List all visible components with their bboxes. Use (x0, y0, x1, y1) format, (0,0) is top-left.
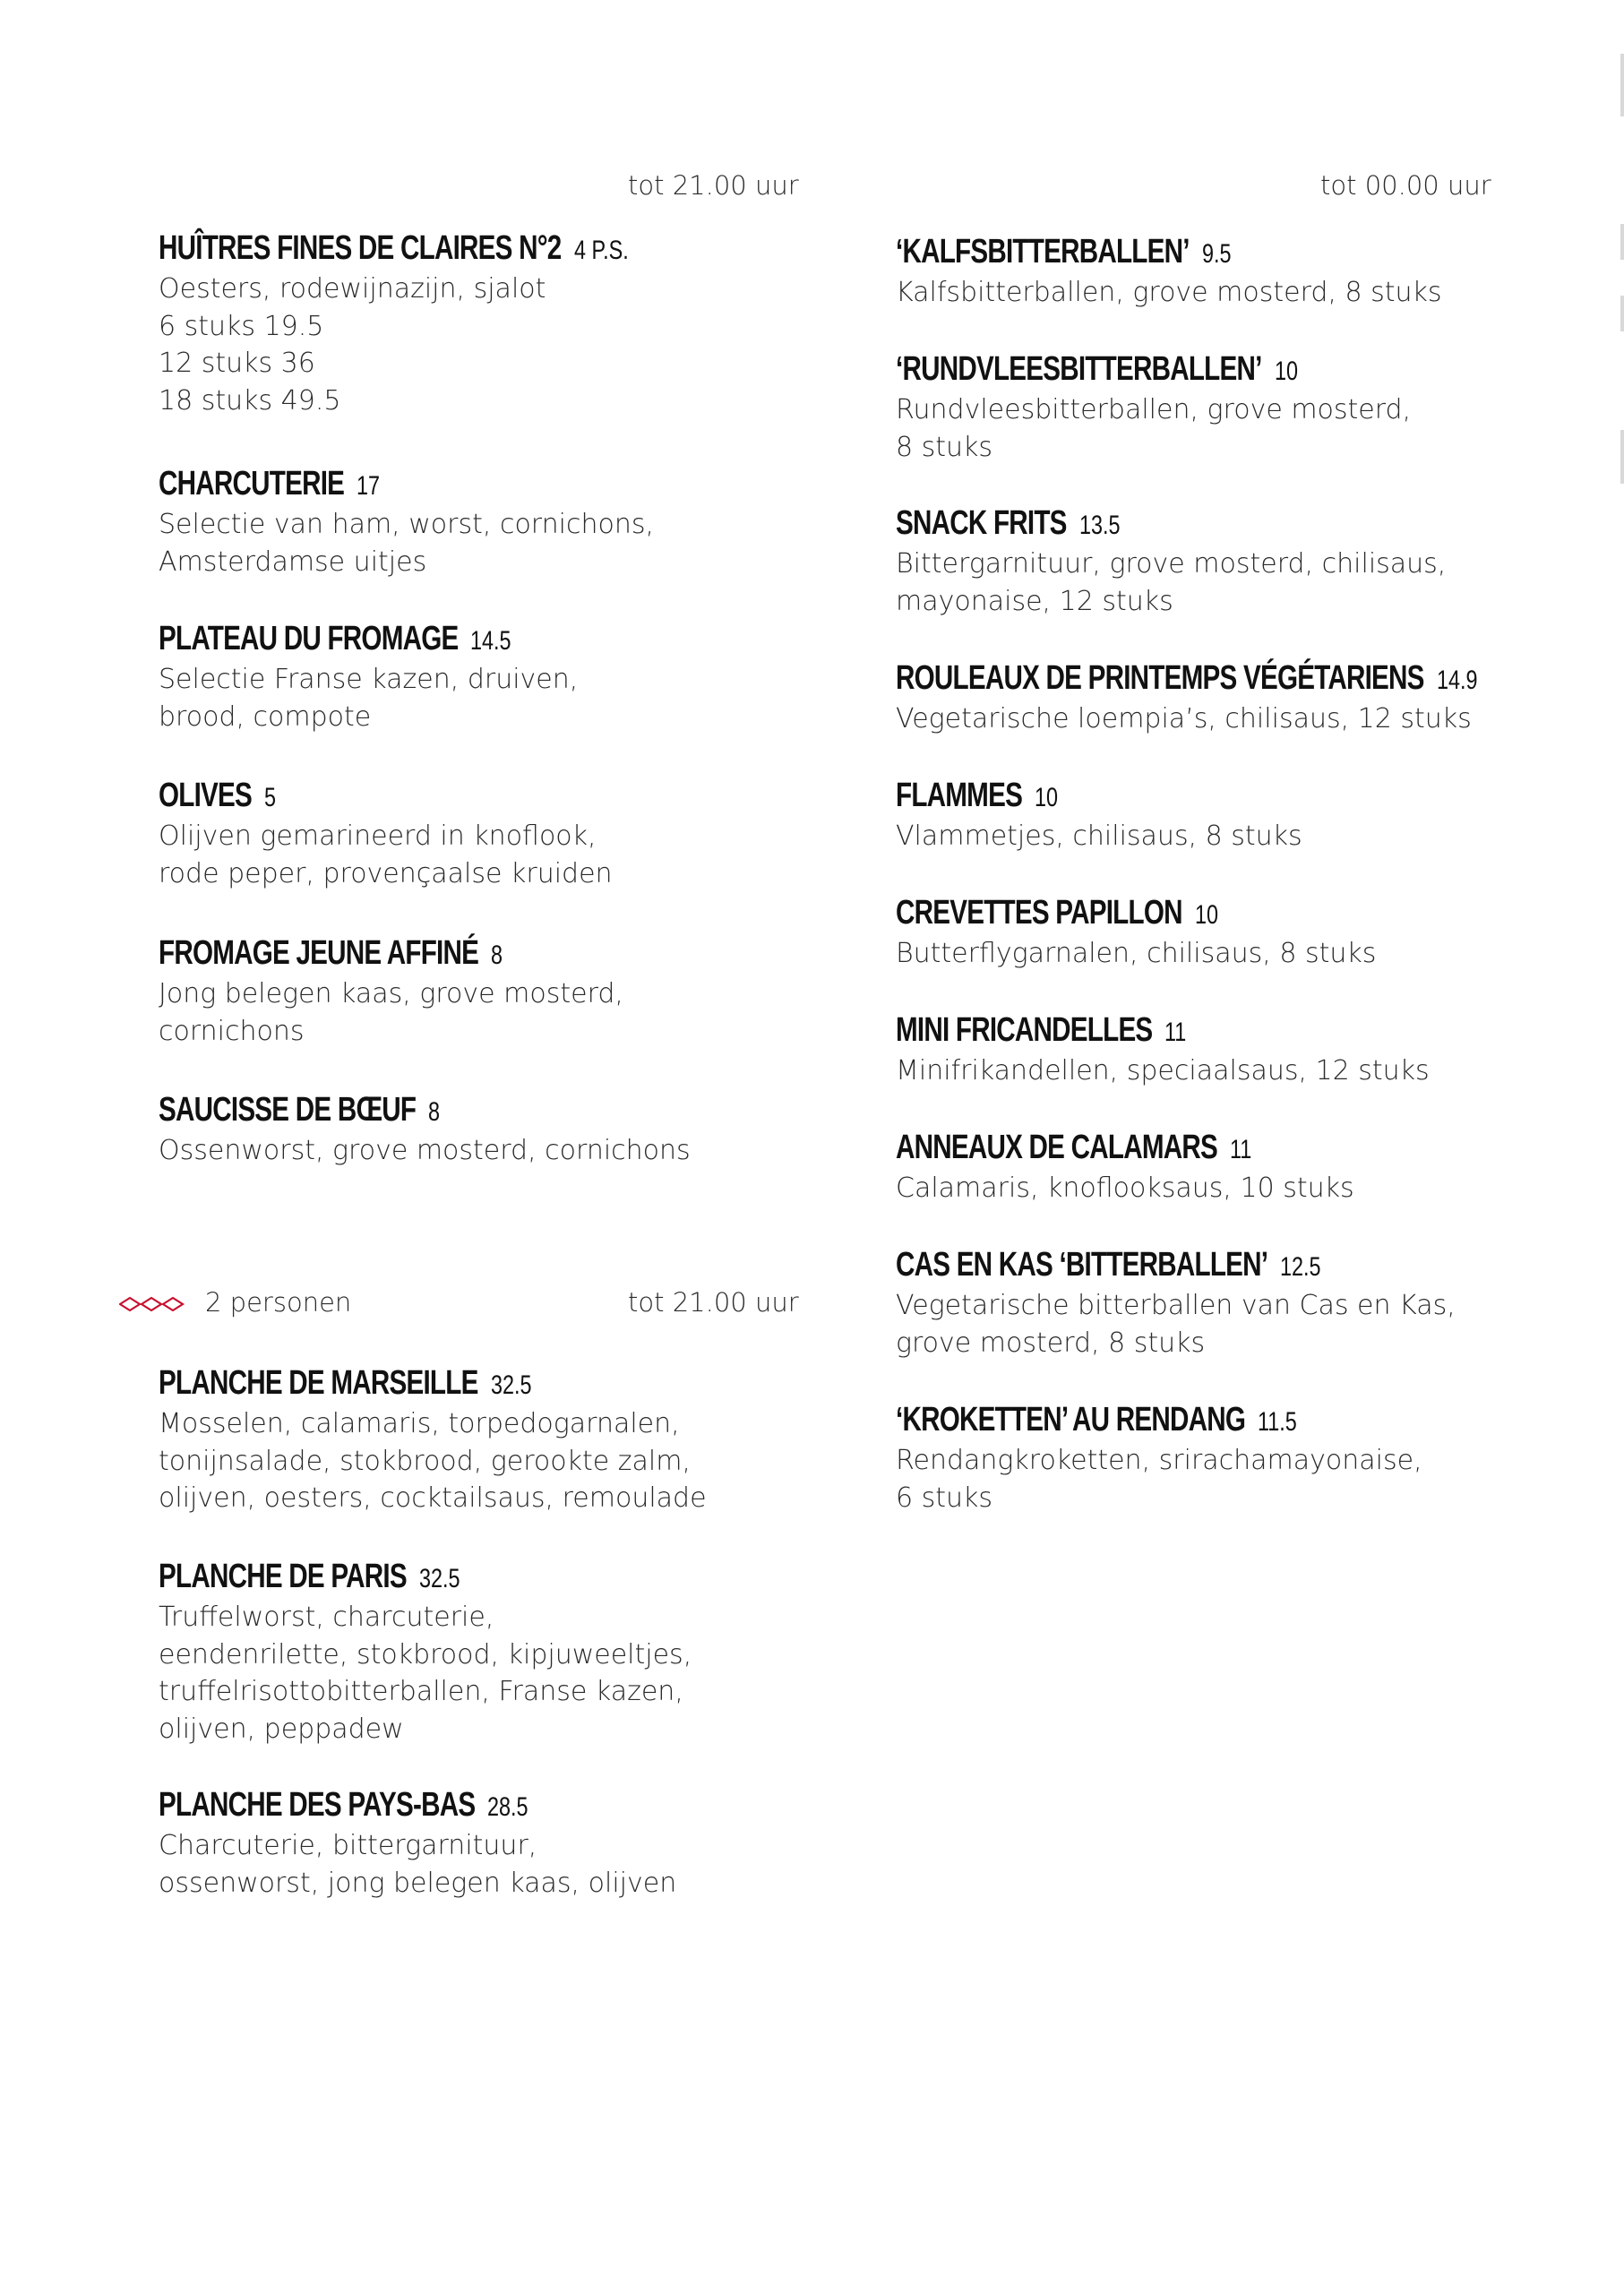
menu-item-rundvleesbitterballen (896, 352, 1494, 466)
item-price: 12.5 (1280, 1252, 1321, 1282)
item-price: 5 (264, 783, 277, 812)
item-price: 9.5 (1201, 239, 1232, 269)
item-price: 32.5 (490, 1370, 532, 1400)
menu-item-planche-de-paris (159, 1559, 791, 1748)
item-price: 8 (428, 1097, 441, 1127)
item-name: FROMAGE JEUNE AFFINÉ (159, 934, 479, 972)
item-name: ‘KALFSBITTERBALLEN’ (896, 233, 1190, 271)
menu-item-rouleaux-de-printemps (896, 661, 1494, 738)
item-description: Charcuterie, bittergarnituur, ossenworst, jong belegen kaas, olijven (159, 1830, 677, 1899)
menu-item-kalfsbitterballen (896, 235, 1494, 312)
item-price: 10 (1194, 900, 1218, 930)
item-name: ANNEAUX DE CALAMARS (896, 1129, 1217, 1166)
item-price: 4 P.S. (573, 236, 629, 265)
item-name: PLANCHE DES PAYS-BAS (159, 1786, 476, 1824)
menu-item-cas-en-kas-bitterballen (896, 1248, 1494, 1361)
item-name: PLANCHE DE PARIS (159, 1558, 407, 1595)
item-name: CREVETTES PAPILLON (896, 894, 1182, 932)
item-price: 14.9 (1436, 666, 1478, 695)
item-price: 17 (357, 471, 381, 501)
item-price: 8 (491, 940, 503, 970)
item-name: OLIVES (159, 777, 253, 814)
item-price: 11.5 (1258, 1407, 1297, 1437)
item-description: Jong belegen kaas, grove mosterd, cornichons (159, 978, 623, 1047)
item-name: SAUCISSE DE BŒUF (159, 1091, 417, 1129)
item-name: SNACK FRITS (896, 504, 1067, 542)
item-name: PLANCHE DE MARSEILLE (159, 1364, 478, 1402)
item-price: 32.5 (418, 1564, 460, 1593)
item-name: ‘KROKETTEN’ AU RENDANG (896, 1401, 1246, 1438)
menu-item-olives (159, 778, 791, 892)
menu-item-huitres (159, 231, 791, 419)
sharing-time-note: tot 21.00 uur (628, 1287, 799, 1318)
menu-item-planche-des-pays-bas (159, 1788, 791, 1902)
item-price: 11 (1164, 1018, 1187, 1047)
right-time-note: tot 00.00 uur (1320, 170, 1491, 201)
item-name: CAS EN KAS ‘BITTERBALLEN’ (896, 1246, 1268, 1284)
item-description: Vlammetjes, chilisaus, 8 stuks (896, 820, 1302, 852)
item-description: Rendangkroketten, srirachamayonaise, 6 stuks (896, 1445, 1422, 1514)
item-price: 10 (1035, 783, 1059, 812)
item-description: Truffelworst, charcuterie, eendenrilette, stokbrood, kipjuweeltjes, truffelrisottobitterballen, Franse kazen, olijven, peppadew (159, 1602, 692, 1745)
item-price: 10 (1274, 356, 1298, 386)
item-description: Olijven gemarineerd in knoflook, rode peper, provençaalse kruiden (159, 820, 613, 889)
item-description: Bittergarnituur, grove mosterd, chilisaus, mayonaise, 12 stuks (896, 548, 1447, 617)
item-name: FLAMMES (896, 777, 1023, 814)
item-name: ROULEAUX DE PRINTEMPS VÉGÉTARIENS (896, 659, 1424, 697)
menu-item-flammes (896, 778, 1494, 855)
item-description: Selectie van ham, worst, cornichons, Amsterdamse uitjes (159, 509, 654, 578)
menu-item-plateau-du-fromage (159, 622, 791, 735)
menu-item-anneaux-de-calamars (896, 1130, 1494, 1207)
item-name: CHARCUTERIE (159, 465, 345, 502)
left-time-note: tot 21.00 uur (628, 170, 799, 201)
item-name: MINI FRICANDELLES (896, 1011, 1153, 1049)
item-description: Minifrikandellen, speciaalsaus, 12 stuks (896, 1055, 1430, 1086)
sharing-section-header (159, 1287, 799, 1323)
item-description: Butterflygarnalen, chilisaus, 8 stuks (896, 938, 1377, 969)
menu-item-saucisse-de-boeuf (159, 1093, 791, 1170)
persons-label: 2 personen (205, 1287, 352, 1318)
menu-item-kroketten-au-rendang (896, 1403, 1494, 1516)
item-price: 14.5 (470, 626, 512, 656)
item-description: Vegetarische bitterballen van Cas en Kas, grove mosterd, 8 stuks (896, 1290, 1456, 1359)
item-name: PLATEAU DU FROMAGE (159, 620, 459, 657)
diamonds-icon (119, 1296, 185, 1312)
item-price: 28.5 (487, 1792, 528, 1822)
menu-item-snack-frits (896, 506, 1494, 620)
menu-item-charcuterie (159, 467, 791, 580)
menu-item-mini-fricandelles (896, 1013, 1494, 1090)
item-description: Vegetarische loempia’s, chilisaus, 12 stuks (896, 703, 1472, 734)
item-description: Rundvleesbitterballen, grove mosterd, 8 stuks (896, 394, 1412, 463)
item-price: 13.5 (1078, 511, 1121, 540)
item-description: Calamaris, knoflooksaus, 10 stuks (896, 1172, 1354, 1204)
page-edge-marks (1620, 54, 1624, 484)
item-description: Selectie Franse kazen, druiven, brood, compote (159, 664, 579, 733)
item-name: HUÎTRES FINES DE CLAIRES N°2 (159, 229, 562, 267)
menu-item-planche-de-marseille (159, 1366, 791, 1517)
menu-item-fromage-jeune-affine (159, 936, 791, 1050)
item-description: Oesters, rodewijnazijn, sjalot 6 stuks 19.5 12 stuks 36 18 stuks 49.5 (159, 273, 546, 417)
item-price: 11 (1230, 1135, 1252, 1164)
item-description: Mosselen, calamaris, torpedogarnalen, tonijnsalade, stokbrood, gerookte zalm, olijven, oesters, cocktailsaus, remoulade (159, 1408, 707, 1514)
menu-item-crevettes-papillon (896, 896, 1494, 973)
item-description: Kalfsbitterballen, grove mosterd, 8 stuks (896, 277, 1442, 308)
item-name: ‘RUNDVLEESBITTERBALLEN’ (896, 350, 1262, 388)
item-description: Ossenworst, grove mosterd, cornichons (159, 1135, 691, 1166)
